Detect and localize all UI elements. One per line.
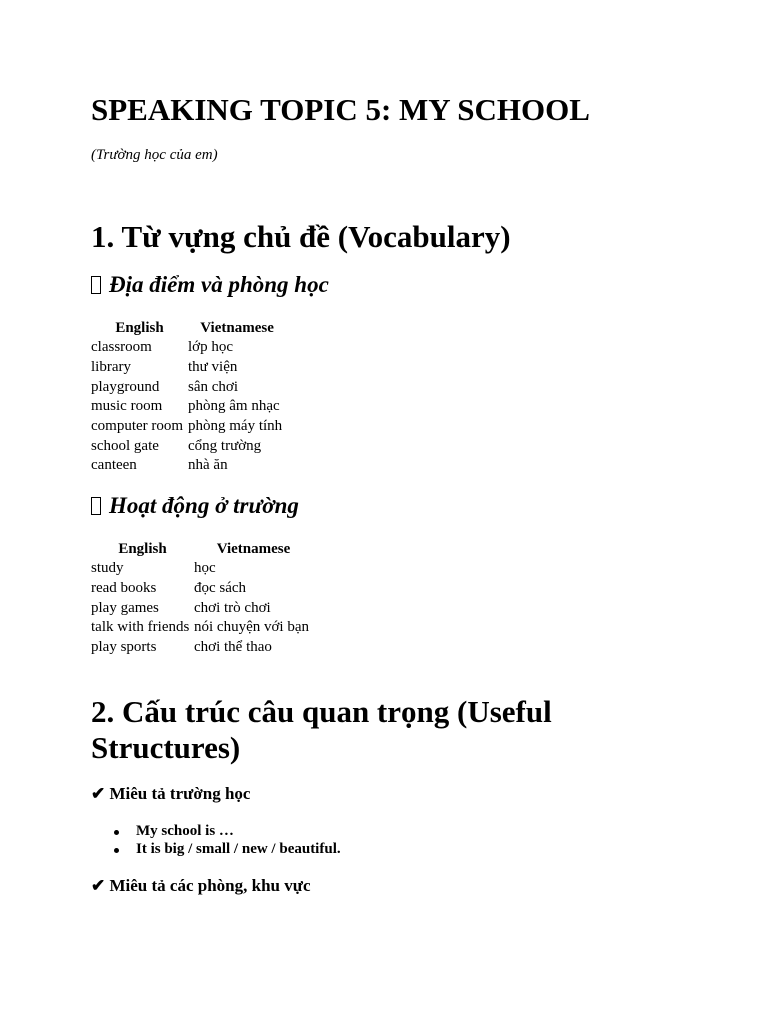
activities-table [91,539,313,657]
cell-english: study [91,560,124,577]
table-row [91,456,286,476]
list-item: My school is … [91,822,341,840]
cell-vietnamese: đọc sách [194,580,247,597]
table-header-row [91,318,286,338]
describe-school-list [91,822,341,858]
describe-rooms-label: ✔ Miêu tả các phòng, khu vực [91,876,311,895]
column-header-english: English [118,540,167,557]
activities-heading [91,493,299,519]
table-row [91,638,313,658]
cell-vietnamese: phòng máy tính [188,418,283,435]
describe-school-label: ✔ Miêu tả trường học [91,784,251,803]
cell-english: playground [91,378,160,395]
places-heading [91,272,329,298]
cell-english: classroom [91,339,152,356]
cell-vietnamese: lớp học [188,339,234,356]
list-item: It is big / small / new / beautiful. [91,840,341,858]
section-2-heading-line1: 2. Cấu trúc câu quan trọng (Useful [91,694,552,729]
cell-english: play games [91,599,159,616]
cell-english: talk with friends [91,619,190,636]
column-header-vietnamese: Vietnamese [216,540,291,557]
table-row [91,559,313,579]
missing-glyph-icon [91,276,101,294]
section-2-heading-line2: Structures) [91,730,241,765]
table-row [91,618,313,638]
cell-english: school gate [91,437,159,454]
cell-vietnamese: chơi thể thao [194,639,272,656]
table-row [91,377,286,397]
table-row [91,598,313,618]
cell-english: computer room [91,418,184,435]
table-row [91,397,286,417]
column-header-vietnamese: Vietnamese [200,319,274,336]
table-row [91,436,286,456]
cell-vietnamese: học [194,560,216,577]
cell-vietnamese: nói chuyện với bạn [194,619,309,636]
places-heading-text: Địa điểm và phòng học [109,272,329,297]
page-title: SPEAKING TOPIC 5: MY SCHOOL [91,92,590,127]
cell-vietnamese: chơi trò chơi [194,599,271,616]
section-1-heading: 1. Từ vựng chủ đề (Vocabulary) [91,219,511,254]
cell-vietnamese: sân chơi [188,378,239,395]
activities-heading-text: Hoạt động ở trường [109,493,299,518]
cell-vietnamese: nhà ăn [188,457,228,474]
cell-english: read books [91,580,157,597]
column-header-english: English [115,319,164,336]
section-2-heading [91,694,552,766]
cell-vietnamese: thư viện [188,359,238,376]
places-table [91,318,286,476]
table-row [91,338,286,358]
cell-vietnamese: phòng âm nhạc [188,398,280,415]
cell-english: music room [91,398,163,415]
table-row [91,579,313,599]
cell-vietnamese: cổng trường [188,437,262,454]
table-header-row [91,539,313,559]
cell-english: library [91,359,131,376]
table-row [91,417,286,437]
missing-glyph-icon [91,497,101,515]
page-subtitle: (Trường học của em) [91,147,218,163]
table-row [91,358,286,378]
cell-english: canteen [91,457,137,474]
cell-english: play sports [91,639,157,656]
